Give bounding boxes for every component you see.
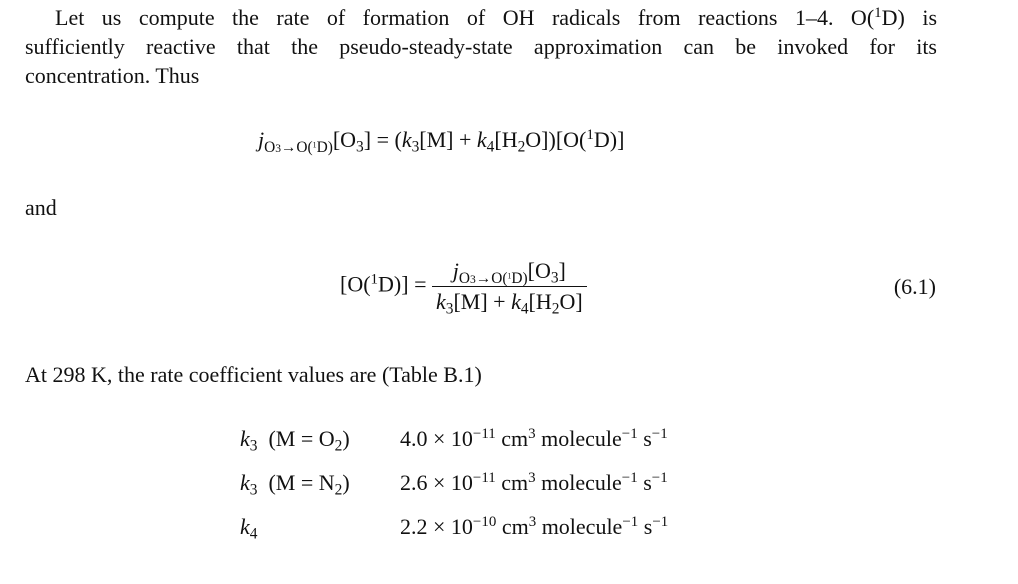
- coefficient-value: $4.0 \times 10^{-11}$ $cm^3$ molecule$^{-1}$ $s^{-1}$: [400, 425, 668, 451]
- coefficient-symbol: $k_4$: [240, 514, 258, 543]
- coefficient-symbol: $k_3$ $(M = N_2)$: [240, 470, 350, 499]
- fraction: [432, 258, 587, 318]
- fraction-numerator: $j_{O3\to O(^1D)}[O_3]$: [432, 258, 587, 287]
- coefficient-value: $2.2 \times 10^{-10}$ $cm^3$ molecule$^{-1}$ $s^{-1}$: [400, 513, 669, 539]
- coefficient-symbol: $k_3$ $(M = O_2)$: [240, 426, 350, 455]
- rate-coefficient-row: [240, 468, 668, 512]
- steady-state-equation: $j_{O3\to O(^1D)}[O_3] = (k_3[M] + k_4[H_2O])[O(^1D)]$: [258, 126, 625, 156]
- o1d-concentration-equation: [O($^1$D)] = $\frac{j_{O3\to O(^1D)}[O_3]}{k_3[M] + k_4[H_2O]}$: [340, 258, 587, 315]
- coefficient-value: $2.6 \times 10^{-11}$ $cm^3$ molecule$^{-1}$ $s^{-1}$: [400, 469, 668, 495]
- rate-coefficient-intro: At 298 K, the rate coefficient values are (Table B.1): [25, 362, 482, 387]
- intro-line-1: Let us compute the rate of formation of OH radicals from reactions 1–4. O($^1$D) is: [55, 4, 938, 30]
- intro-paragraph: [25, 3, 937, 90]
- intro-line-3: concentration. Thus: [25, 63, 200, 88]
- equation-number: (6.1): [893, 274, 936, 299]
- rate-coefficient-row: [240, 512, 668, 556]
- fraction-denominator: $k_3[M] + k_4[H_2O]$: [435, 289, 583, 318]
- intro-line-2: sufficiently reactive that the pseudo-steady-state approximation can be invoked for its: [25, 34, 937, 59]
- and-text: and: [25, 195, 57, 220]
- rate-coefficient-table: [240, 424, 668, 556]
- rate-coefficient-row: [240, 424, 668, 468]
